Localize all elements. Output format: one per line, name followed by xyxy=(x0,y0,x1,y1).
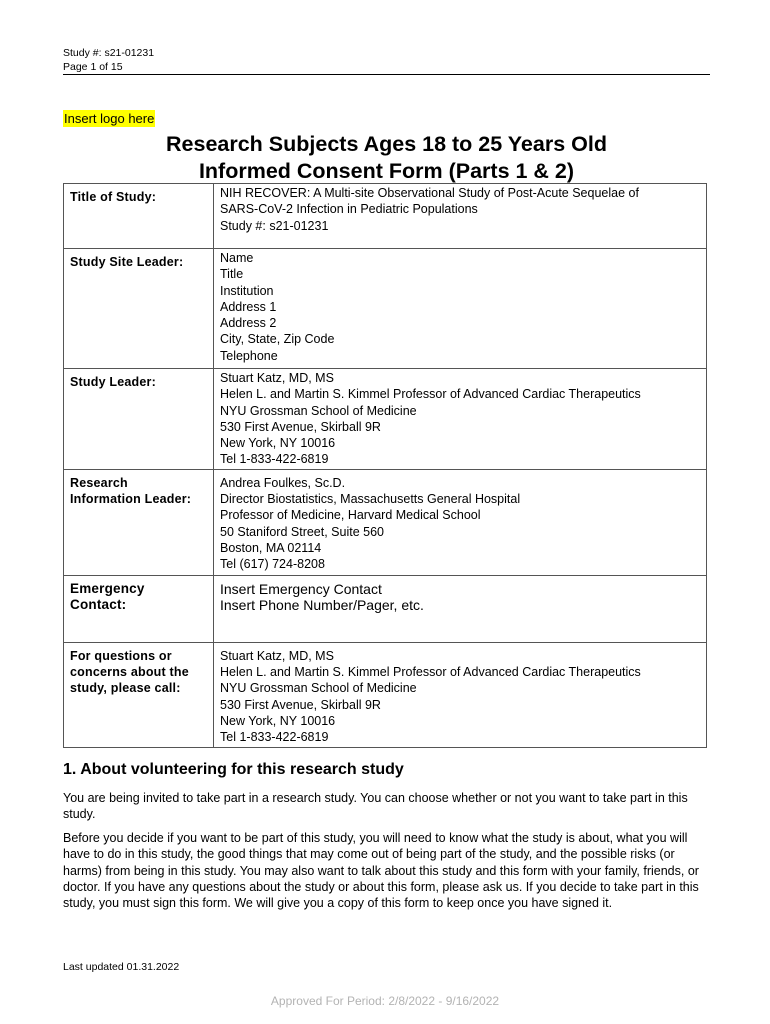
value-line: Address 1 xyxy=(220,299,277,314)
value-line: 530 First Avenue, Skirball 9R xyxy=(220,697,381,712)
value-line: City, State, Zip Code xyxy=(220,332,335,347)
value-line: New York, NY 10016 xyxy=(220,436,336,451)
value-line: Name xyxy=(220,251,254,265)
row-title-of-study xyxy=(64,184,707,249)
document-title xyxy=(63,131,710,185)
label-questions xyxy=(64,642,214,747)
approval-watermark: Approved For Period: 2/8/2022 - 9/16/2022 xyxy=(270,994,500,1008)
row-study-leader xyxy=(64,369,707,470)
page-number: Page 1 of 15 xyxy=(63,61,123,73)
label-line: Information Leader: xyxy=(70,492,192,507)
value-line: Title xyxy=(220,267,244,282)
study-number: Study #: s21-01231 xyxy=(63,47,155,59)
value-line: Tel 1-833-422-6819 xyxy=(220,452,329,467)
value-line: 50 Staniford Street, Suite 560 xyxy=(220,524,384,539)
value-line: SARS-CoV-2 Infection in Pediatric Populations xyxy=(220,202,478,217)
label-line: Research xyxy=(70,475,128,490)
header-divider xyxy=(63,74,710,75)
value-line: Insert Emergency Contact xyxy=(220,580,382,597)
label-line: study, please call: xyxy=(70,681,181,696)
value-line: 530 First Avenue, Skirball 9R xyxy=(220,419,381,434)
study-info-table xyxy=(63,183,707,748)
value-line: Institution xyxy=(220,283,274,298)
title-line-1: Research Subjects Ages 18 to 25 Years Old xyxy=(166,132,607,156)
label-site-leader: Study Site Leader: xyxy=(64,249,214,369)
value-line: NIH RECOVER: A Multi-site Observational Study of Post-Acute Sequelae of xyxy=(220,186,639,200)
row-research-info-leader xyxy=(64,469,707,575)
page-header xyxy=(63,46,710,74)
value-line: Insert Phone Number/Pager, etc. xyxy=(220,597,424,614)
value-research-info-leader xyxy=(214,469,707,575)
paragraph-1: You are being invited to take part in a research study. You can choose whether or not you want to take part in this study. xyxy=(63,791,688,822)
value-line: Helen L. and Martin S. Kimmel Professor of Advanced Cardiac Therapeutics xyxy=(220,665,641,680)
value-line: Andrea Foulkes, Sc.D. xyxy=(220,475,346,490)
label-line: concerns about the xyxy=(70,665,189,680)
value-line: Tel 1-833-422-6819 xyxy=(220,730,329,745)
value-line: Director Biostatistics, Massachusetts General Hospital xyxy=(220,492,521,507)
label-line: For questions or xyxy=(70,648,172,663)
value-line: NYU Grossman School of Medicine xyxy=(220,403,417,418)
value-line: New York, NY 10016 xyxy=(220,713,336,728)
label-study-leader: Study Leader: xyxy=(64,369,214,470)
row-questions xyxy=(64,642,707,747)
row-site-leader xyxy=(64,249,707,369)
title-line-2: Informed Consent Form (Parts 1 & 2) xyxy=(198,159,575,183)
label-emergency-contact xyxy=(64,575,214,642)
value-line: Telephone xyxy=(220,348,278,363)
value-line: Stuart Katz, MD, MS xyxy=(220,371,334,385)
logo-placeholder: Insert logo here xyxy=(64,111,155,126)
value-study-leader xyxy=(214,369,707,470)
value-line: Tel (617) 724-8208 xyxy=(220,557,325,572)
value-line: Professor of Medicine, Harvard Medical School xyxy=(220,508,481,523)
value-emergency-contact xyxy=(214,575,707,642)
value-title-of-study xyxy=(214,184,707,249)
value-line: Boston, MA 02114 xyxy=(220,540,322,555)
label-title-of-study: Title of Study: xyxy=(64,184,214,249)
value-line: Stuart Katz, MD, MS xyxy=(220,648,334,663)
row-emergency-contact xyxy=(64,575,707,642)
label-research-info-leader xyxy=(64,469,214,575)
section-heading: 1. About volunteering for this research study xyxy=(63,761,404,778)
last-updated: Last updated 01.31.2022 xyxy=(63,961,180,973)
label-line: Contact: xyxy=(70,597,127,613)
label-line: Emergency xyxy=(70,580,145,596)
value-questions xyxy=(214,642,707,747)
value-line: Helen L. and Martin S. Kimmel Professor of Advanced Cardiac Therapeutics xyxy=(220,387,641,402)
value-line: Address 2 xyxy=(220,316,277,331)
value-site-leader xyxy=(214,249,707,369)
value-line: NYU Grossman School of Medicine xyxy=(220,681,417,696)
paragraph-2: Before you decide if you want to be part of this study, you will need to know what the study is about, what you will have to do in this study, the good things that may come out of being part of the study, and the possible risks (or harms) from being in this study. You may also want to talk about this study and this form with your family, friends, or doctor. If you have any questions about the study or about this form, please ask us. If you decide to take part in this study, you must sign this form. We will give you a copy of this form to keep once you have signed it. xyxy=(63,831,699,911)
value-line: Study #: s21-01231 xyxy=(220,218,329,233)
